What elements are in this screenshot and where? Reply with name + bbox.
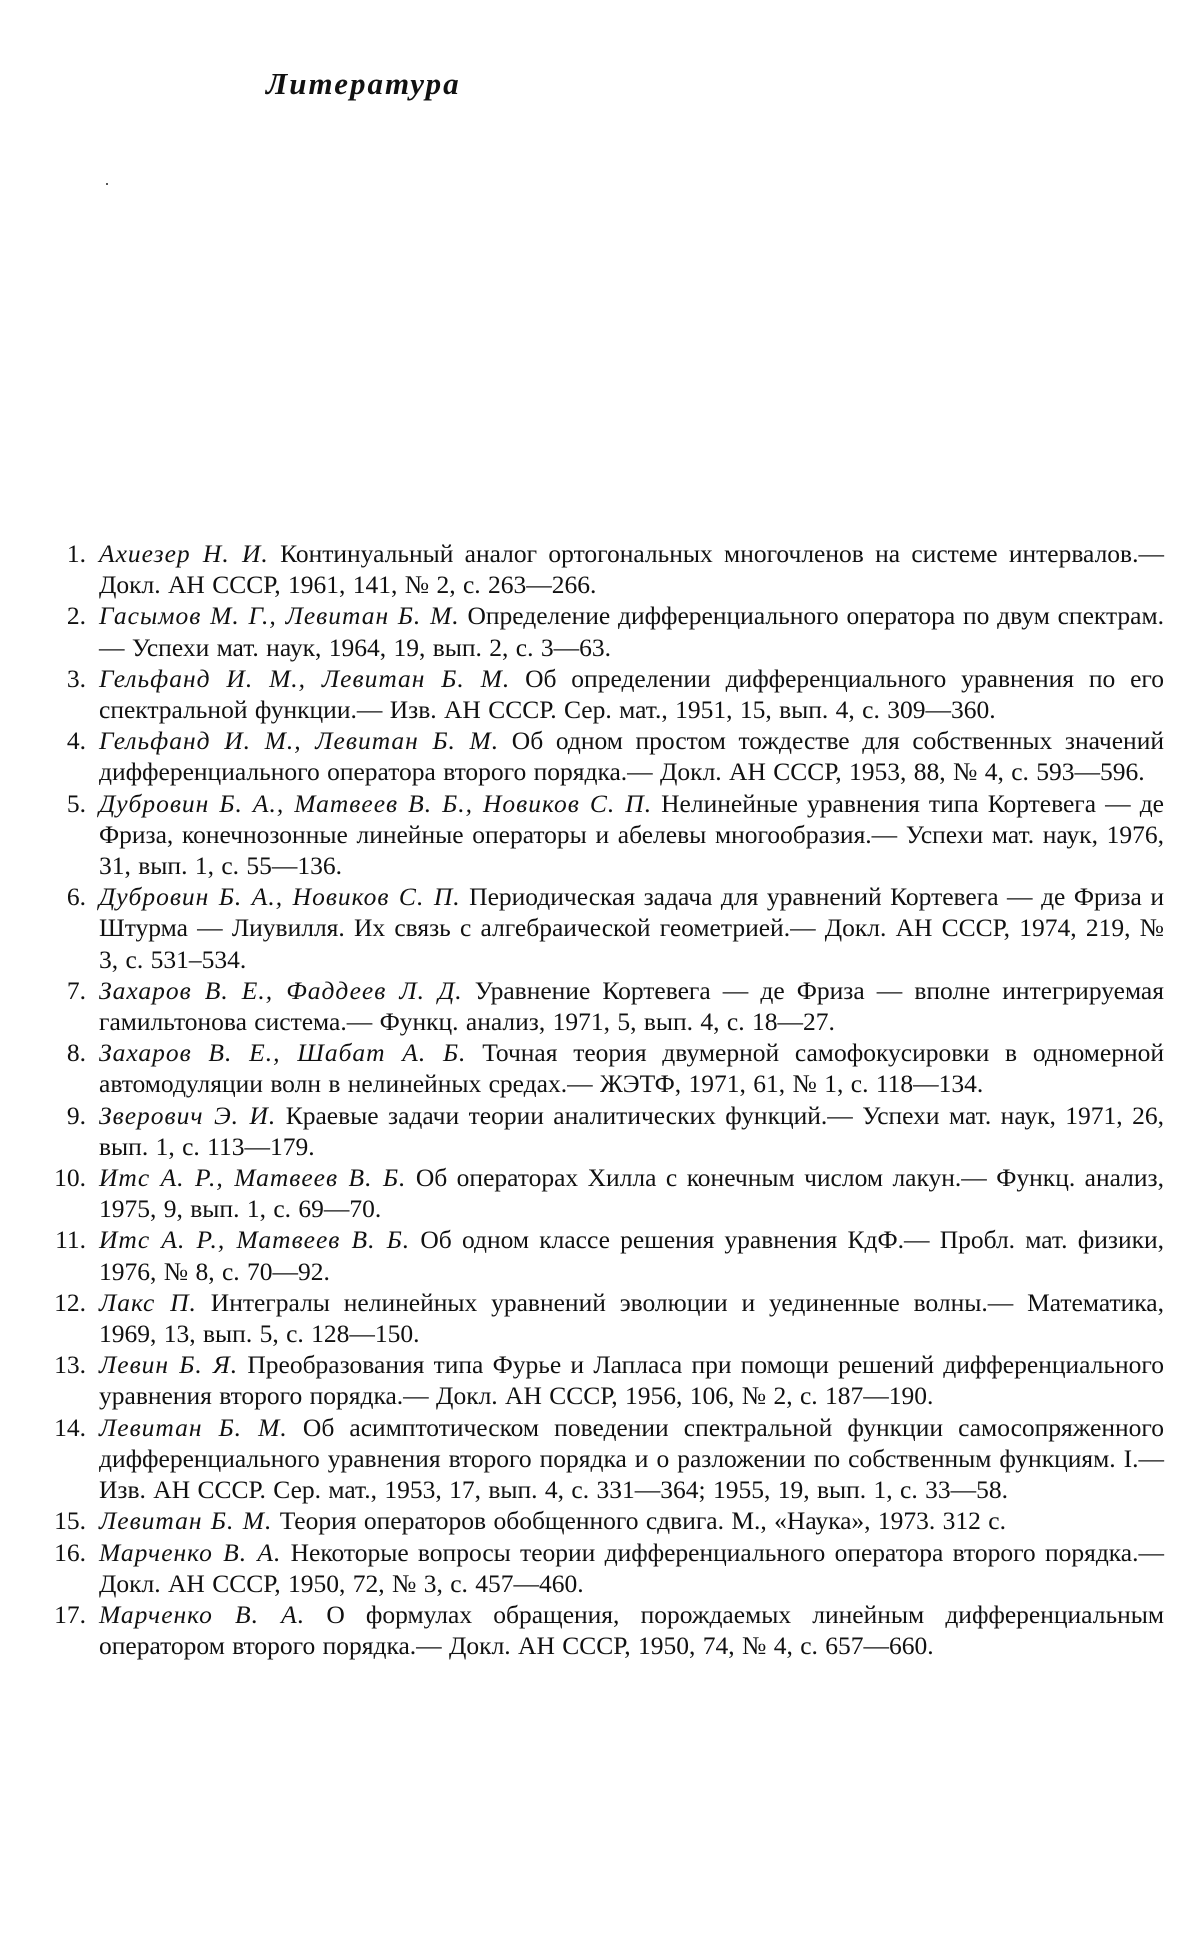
reference-item — [44, 1100, 1164, 1162]
reference-text: Об одном классе решения уравнения КдФ.— Пробл. мат. физики, 1976, № 8, с. 70—92. — [99, 1225, 1164, 1286]
reference-number: 17. — [54, 1599, 86, 1629]
reference-authors: Левин Б. Я. — [99, 1350, 239, 1380]
reference-text: Об операторах Хилла с конечным числом лакун.— Функц. анализ, 1975, 9, вып. 1, с. 69—70. — [99, 1163, 1165, 1224]
reference-text: О формулах обращения, порождаемых линейным дифференциальным оператором второго порядка.— Докл. АН СССР, 1950, 74, № 4, с. 657—660. — [99, 1599, 1164, 1661]
reference-item — [44, 881, 1164, 975]
reference-authors: Захаров В. Е., Шабат А. Б. — [99, 1038, 467, 1068]
reference-number: 1. — [66, 539, 86, 568]
reference-text: Определение дифференциального оператора по двум спектрам.— Успехи мат. наук, 1964, 19, вып. 2, с. 3—63. — [99, 601, 1164, 662]
reference-number: 7. — [66, 975, 86, 1005]
reference-text: Об одном простом тождестве для собственных значений дифференциального оператора второго порядка.— Докл. АН СССР, 1953, 88, № 4, с. 593—596. — [99, 726, 1164, 787]
reference-text: Некоторые вопросы теории дифференциального оператора второго порядка.— Докл. АН СССР, 1950, 72, № 3, с. 457—460. — [99, 1537, 1164, 1598]
reference-number: 14. — [54, 1412, 86, 1442]
reference-authors: Гельфанд И. М., Левитан Б. М. — [99, 726, 500, 756]
reference-number: 13. — [54, 1350, 86, 1380]
reference-item — [44, 600, 1164, 662]
reference-item — [44, 1349, 1164, 1411]
reference-item — [44, 1412, 1164, 1506]
reference-number: 9. — [66, 1100, 86, 1130]
reference-text: Континуальный аналог ортогональных многочленов на системе интервалов.— Докл. АН СССР, 1961, 141, № 2, с. 263—266. — [99, 539, 1164, 600]
reference-number: 3. — [66, 663, 86, 693]
reference-item — [44, 1599, 1164, 1661]
reference-item — [44, 1162, 1164, 1224]
reference-number: 8. — [66, 1038, 86, 1068]
reference-item — [44, 975, 1164, 1037]
scan-speck — [106, 183, 108, 185]
reference-number: 12. — [54, 1287, 86, 1317]
reference-list — [44, 538, 1164, 1661]
reference-authors: Марченко В. А. — [99, 1599, 306, 1629]
reference-item — [44, 1537, 1164, 1599]
reference-authors: Гельфанд И. М., Левитан Б. М. — [99, 663, 511, 693]
reference-item — [44, 725, 1164, 787]
reference-authors: Левитан Б. М. — [99, 1506, 273, 1536]
reference-item — [44, 663, 1164, 725]
reference-text: Преобразования типа Фурье и Лапласа при помощи решений дифференциального уравнения второго порядка.— Докл. АН СССР, 1956, 106, № 2, с. 187—190. — [99, 1350, 1165, 1411]
reference-item — [44, 788, 1164, 882]
reference-item — [44, 1224, 1164, 1286]
reference-number: 10. — [54, 1163, 86, 1193]
reference-item — [44, 538, 1164, 600]
reference-item — [44, 1287, 1164, 1349]
reference-authors: Итс А. Р., Матвеев В. Б. — [99, 1225, 411, 1255]
reference-authors: Лакс П. — [99, 1287, 197, 1317]
reference-authors: Левитан Б. М. — [99, 1412, 288, 1442]
reference-authors: Гасымов М. Г., Левитан Б. М. — [99, 601, 460, 631]
reference-item — [44, 1505, 1164, 1536]
reference-number: 4. — [66, 726, 86, 756]
reference-authors: Дубровин Б. А., Новиков С. П. — [99, 882, 461, 912]
reference-number: 6. — [66, 882, 86, 912]
reference-authors: Итс А. Р., Матвеев В. Б. — [99, 1163, 407, 1193]
reference-number: 5. — [66, 788, 86, 818]
reference-text: Интегралы нелинейных уравнений эволюции и уединенные волны.— Математика, 1969, 13, вып. 5, с. 128—150. — [99, 1287, 1164, 1349]
reference-authors: Дубровин Б. А., Матвеев В. Б., Новиков С. П. — [99, 788, 653, 818]
reference-authors: Ахиезер Н. И. — [99, 539, 269, 568]
reference-text: Теория операторов обобщенного сдвига. М., «Наука», 1973. 312 с. — [272, 1506, 1006, 1536]
reference-authors: Зверович Э. И. — [99, 1100, 277, 1130]
reference-authors: Захаров В. Е., Фаддеев Л. Д. — [99, 975, 463, 1005]
reference-number: 16. — [54, 1537, 86, 1567]
reference-number: 2. — [66, 601, 86, 631]
reference-number: 15. — [54, 1506, 86, 1536]
reference-text: Периодическая задача для уравнений Кортевега — де Фриза и Штурма — Лиувилля. Их связь с алгебраической геометрией.— Докл. АН СССР, 1974, 219, № 3, с. 531–534. — [99, 882, 1164, 974]
reference-text: Об асимптотическом поведении спектральной функции самосопряженного дифференциального уравнения второго порядка и о разложении по собственным функциям. I.— Изв. АН СССР. Сер. мат., 1953, 17, вып. 4, с. 331—364; 1955, 19, вып. 1, с. 33—58. — [99, 1412, 1164, 1505]
reference-number: 11. — [55, 1225, 86, 1255]
reference-text: Краевые задачи теории аналитических функций.— Успехи мат. наук, 1971, 26, вып. 1, с. 113—179. — [99, 1100, 1164, 1161]
reference-authors: Марченко В. А. — [99, 1537, 282, 1567]
reference-item — [44, 1037, 1164, 1099]
reference-text: Уравнение Кортевега — де Фриза — вполне интегрируемая гамильтонова система.— Функц. анализ, 1971, 5, вып. 4, с. 18—27. — [99, 975, 1164, 1037]
reference-text: Нелинейные уравнения типа Кортевега — де Фриза, конечнозонные линейные операторы и абелевы многообразия.— Успехи мат. наук, 1976, 31, вып. 1, с. 55—136. — [99, 788, 1165, 881]
reference-text: Об определении дифференциального уравнения по его спектральной функции.— Изв. АН СССР. Сер. мат., 1951, 15, вып. 4, с. 309—360. — [99, 663, 1164, 725]
reference-text: Точная теория двумерной самофокусировки в одномерной автомодуляции волн в нелинейных средах.— ЖЭТФ, 1971, 61, № 1, с. 118—134. — [99, 1038, 1164, 1099]
page-heading: Литература — [266, 66, 461, 101]
